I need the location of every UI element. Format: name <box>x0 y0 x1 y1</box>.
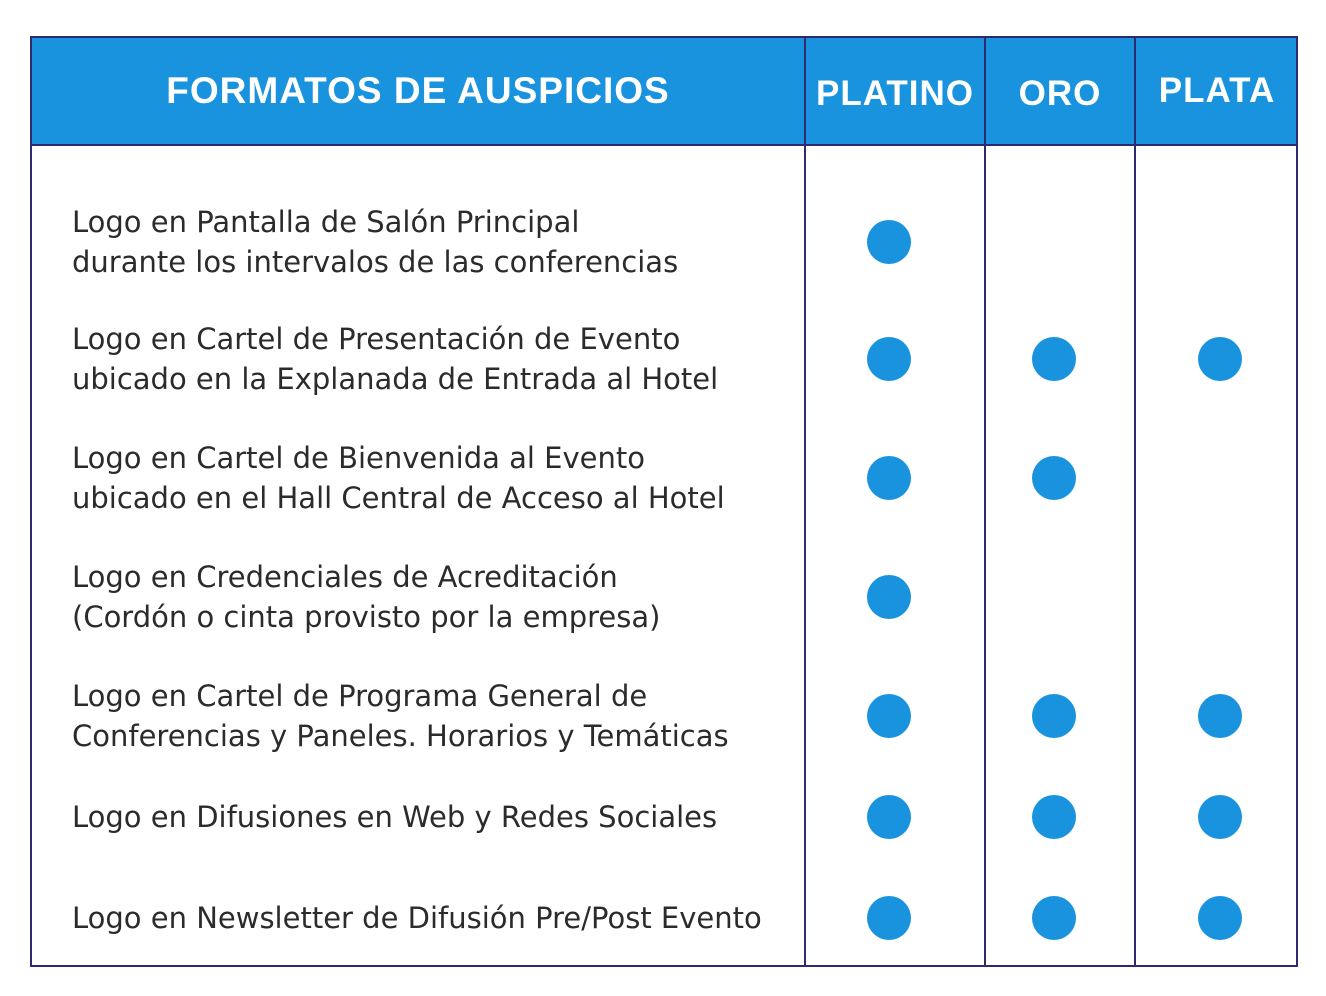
oro-included-dot <box>1032 456 1076 500</box>
feature-line-2: ubicado en el Hall Central de Acceso al Hotel <box>72 481 725 515</box>
oro-included-dot <box>1032 896 1076 940</box>
plata-included-dot <box>1198 694 1242 738</box>
feature-label <box>72 657 729 775</box>
feature-label <box>72 419 725 537</box>
platino-included-dot <box>867 896 911 940</box>
feature-line-1: Logo en Cartel de Programa General de <box>72 679 648 713</box>
table-row <box>32 299 1296 419</box>
feature-line-1: Logo en Cartel de Presentación de Evento <box>72 322 681 356</box>
feature-label <box>72 537 660 657</box>
table-row <box>32 859 1296 977</box>
feature-line-1: Logo en Credenciales de Acreditación <box>72 560 618 594</box>
platino-included-dot <box>867 337 911 381</box>
feature-line-2: Conferencias y Paneles. Horarios y Temáticas <box>72 719 729 753</box>
platino-included-dot <box>867 456 911 500</box>
header-plata: PLATA <box>1158 71 1276 110</box>
plata-included-dot <box>1198 795 1242 839</box>
feature-line-1: Logo en Cartel de Bienvenida al Evento <box>72 441 645 475</box>
feature-line-1: Logo en Pantalla de Salón Principal <box>72 205 580 239</box>
table-header <box>32 38 1296 146</box>
platino-included-dot <box>867 694 911 738</box>
table-row <box>32 657 1296 775</box>
feature-line-1: Logo en Newsletter de Difusión Pre/Post Evento <box>72 901 762 935</box>
oro-included-dot <box>1032 795 1076 839</box>
table-row <box>32 537 1296 657</box>
header-oro: ORO <box>1018 74 1102 113</box>
table-row <box>32 185 1296 299</box>
feature-line-2: ubicado en la Explanada de Entrada al Hotel <box>72 362 719 396</box>
platino-included-dot <box>867 795 911 839</box>
platino-included-dot <box>867 220 911 264</box>
plata-included-dot <box>1198 896 1242 940</box>
oro-included-dot <box>1032 337 1076 381</box>
table-row <box>32 419 1296 537</box>
feature-label <box>72 859 762 977</box>
feature-label <box>72 775 717 859</box>
feature-line-2: durante los intervalos de las conferencias <box>72 245 679 279</box>
feature-line-1: Logo en Difusiones en Web y Redes Sociales <box>72 800 718 834</box>
table-row <box>32 775 1296 859</box>
feature-label <box>72 185 678 299</box>
platino-included-dot <box>867 575 911 619</box>
header-platino: PLATINO <box>815 74 974 113</box>
header-title: FORMATOS DE AUSPICIOS <box>166 70 670 111</box>
sponsorship-table <box>30 36 1298 967</box>
feature-line-2: (Cordón o cinta provisto por la empresa) <box>72 600 661 634</box>
plata-included-dot <box>1198 337 1242 381</box>
feature-label <box>72 299 718 419</box>
oro-included-dot <box>1032 694 1076 738</box>
